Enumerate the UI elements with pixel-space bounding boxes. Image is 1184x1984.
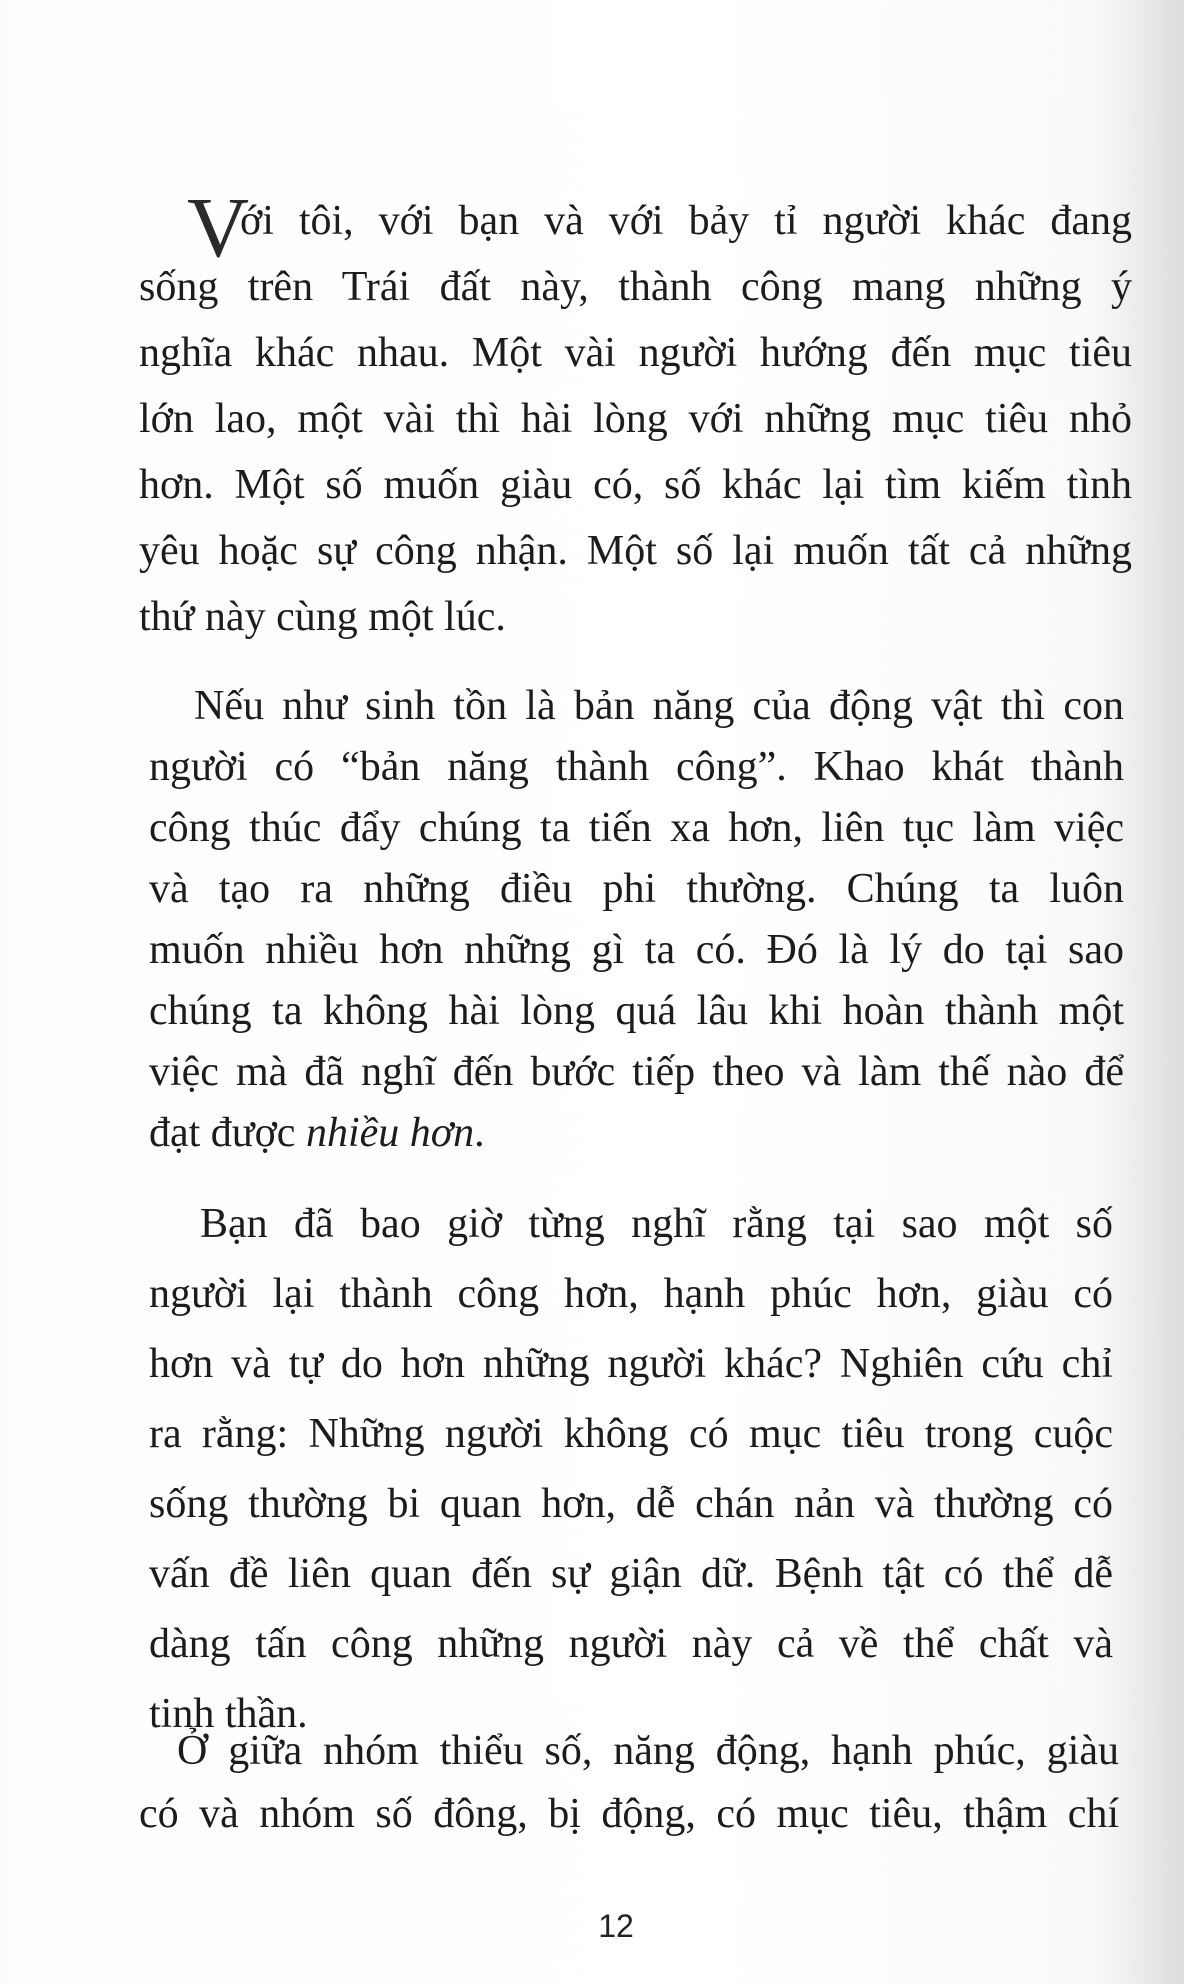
- paragraph-4: [139, 1720, 1119, 1846]
- text-line: [149, 1103, 1124, 1164]
- italic-emphasis: nhiều hơn: [305, 1110, 475, 1156]
- text-line: có và nhóm số đông, bị động, có mục tiêu, thậm chí: [139, 1791, 1119, 1837]
- text-line: người lại thành công hơn, hạnh phúc hơn, giàu có: [149, 1271, 1113, 1317]
- text-line: lớn lao, một vài thì hài lòng với những mục tiêu nhỏ: [139, 396, 1132, 442]
- text-line: ra rằng: Những người không có mục tiêu trong cuộc: [149, 1411, 1113, 1457]
- text-line: yêu hoặc sự công nhận. Một số lại muốn tất cả những: [139, 528, 1132, 574]
- text-line: sống trên Trái đất này, thành công mang những ý: [139, 264, 1132, 310]
- text-line: hơn và tự do hơn những người khác? Nghiên cứu chỉ: [149, 1341, 1113, 1387]
- text-segment: đạt được: [149, 1110, 306, 1156]
- text-line: Nếu như sinh tồn là bản năng của động vật thì con: [194, 683, 1124, 729]
- text-line: muốn nhiều hơn những gì ta có. Đó là lý do tại sao: [149, 927, 1124, 973]
- text-line: thứ này cùng một lúc.: [139, 594, 506, 640]
- text-line: Bạn đã bao giờ từng nghĩ rằng tại sao một số: [200, 1201, 1113, 1247]
- drop-cap: V: [187, 179, 250, 275]
- text-line: nghĩa khác nhau. Một vài người hướng đến mục tiêu: [139, 330, 1132, 376]
- text-line: dàng tấn công những người này cả về thể chất và: [149, 1621, 1113, 1667]
- text-segment: .: [474, 1110, 485, 1156]
- text-line: vấn đề liên quan đến sự giận dữ. Bệnh tật có thể dễ: [149, 1551, 1113, 1597]
- paragraph-3: [149, 1189, 1113, 1749]
- text-line: người có “bản năng thành công”. Khao khát thành: [149, 744, 1124, 790]
- text-line: việc mà đã nghĩ đến bước tiếp theo và làm thế nào để: [149, 1049, 1124, 1095]
- text-line: ới tôi, với bạn và với bảy tỉ người khác đang: [240, 198, 1132, 244]
- text-line: hơn. Một số muốn giàu có, số khác lại tìm kiếm tình: [139, 462, 1132, 508]
- page-number: 12: [598, 1908, 634, 1944]
- paragraph-2: [149, 676, 1124, 1164]
- text-line: Ở giữa nhóm thiểu số, năng động, hạnh phúc, giàu: [177, 1728, 1119, 1774]
- text-line: công thúc đẩy chúng ta tiến xa hơn, liên tục làm việc: [149, 805, 1124, 851]
- text-line: và tạo ra những điều phi thường. Chúng ta luôn: [149, 866, 1124, 912]
- paragraph-1: [139, 179, 1132, 650]
- text-line: tinh thần.: [149, 1691, 308, 1737]
- text-line: chúng ta không hài lòng quá lâu khi hoàn thành một: [149, 988, 1124, 1034]
- text-line: sống thường bi quan hơn, dễ chán nản và thường có: [149, 1481, 1113, 1527]
